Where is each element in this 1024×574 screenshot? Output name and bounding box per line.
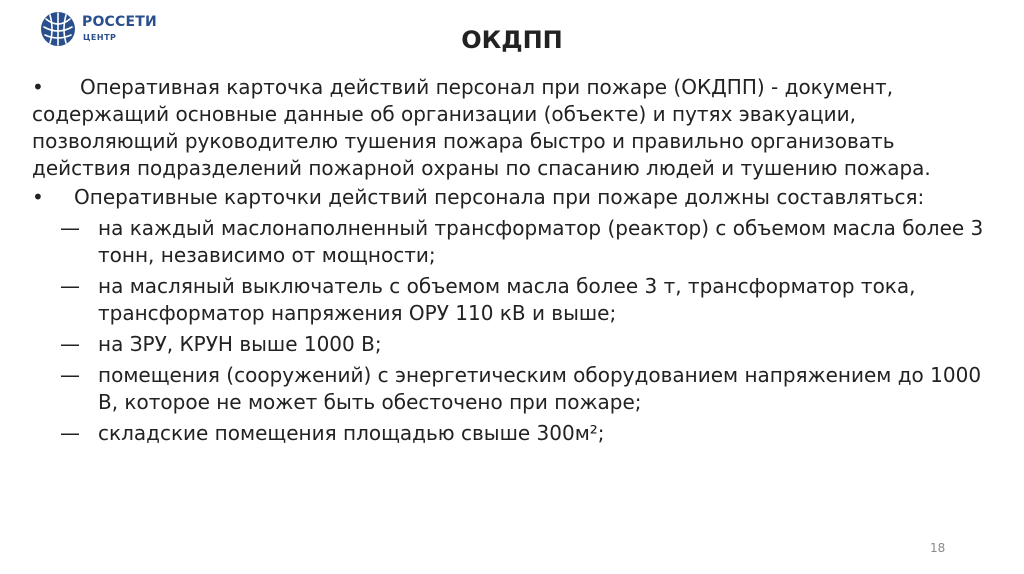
- logo-wordmark: РОССЕТИ: [82, 14, 157, 30]
- dash-item-text: на масляный выключатель с объемом масла более 3 т, трансформатор тока, трансформатор напряжения ОРУ 110 кВ и выше;: [98, 274, 916, 325]
- bullet-marker: •: [32, 185, 44, 209]
- slide-body: [32, 74, 997, 447]
- bullet-paragraph: [32, 184, 997, 211]
- dash-marker: —: [60, 216, 80, 240]
- dash-list-item: [32, 273, 997, 327]
- bullet-text: Оперативные карточки действий персонала при пожаре должны составляться:: [74, 185, 925, 209]
- logo-subtitle: ЦЕНТР: [83, 33, 117, 42]
- dash-item-text: складские помещения площадью свыше 300м²;: [98, 421, 605, 445]
- dash-list-item: [32, 331, 997, 358]
- slide-title: ОКДПП: [461, 26, 563, 54]
- page-number: 18: [930, 541, 946, 555]
- dash-item-text: помещения (сооружений) с энергетическим оборудованием напряжением до 1000 В, которое не может быть обесточено при пожаре;: [98, 363, 982, 414]
- bullet-marker: •: [32, 75, 44, 99]
- dash-list-item: [32, 362, 997, 416]
- dash-list-item: [32, 215, 997, 269]
- bullet-paragraph: [32, 74, 997, 182]
- dash-item-text: на каждый маслонаполненный трансформатор (реактор) с объемом масла более 3 тонн, независимо от мощности;: [98, 216, 984, 267]
- dash-marker: —: [60, 274, 80, 298]
- dash-marker: —: [60, 332, 80, 356]
- bullet-text: Оперативная карточка действий персонал при пожаре (ОКДПП) - документ, содержащий основные данные об организации (объекте) и путях эвакуации, позволяющий руководителю тушения пожара быстро и правильно организовать действия подразделений пожарной охраны по спасанию людей и тушению пожара.: [32, 75, 931, 180]
- dash-list-item: [32, 420, 997, 447]
- dash-marker: —: [60, 421, 80, 445]
- dash-marker: —: [60, 363, 80, 387]
- dash-item-text: на ЗРУ, КРУН выше 1000 В;: [98, 332, 382, 356]
